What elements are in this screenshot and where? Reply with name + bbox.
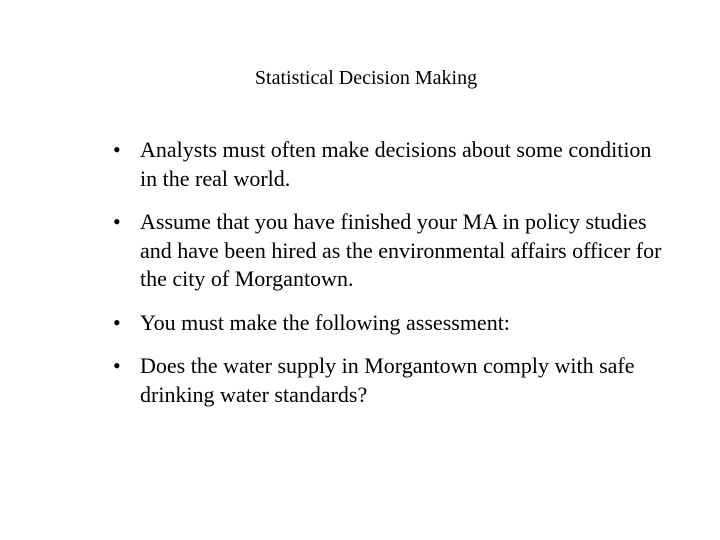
bullet-marker: • bbox=[113, 309, 121, 335]
slide-title: Statistical Decision Making bbox=[254, 67, 478, 89]
bullet-marker: • bbox=[113, 353, 121, 378]
bullet-list bbox=[113, 136, 673, 424]
bullet-item bbox=[113, 352, 673, 409]
bullet-text: Assume that you have finished your MA in policy studies and have been hired as the environmental affairs officer for the city of Morgantown. bbox=[140, 209, 662, 291]
bullet-item bbox=[113, 208, 673, 294]
bullet-text: Does the water supply in Morgantown comply with safe drinking water standards? bbox=[140, 353, 635, 407]
bullet-text: You must make the following assessment: bbox=[140, 309, 510, 335]
bullet-text: Analysts must often make decisions about some condition in the real world. bbox=[140, 137, 652, 191]
bullet-item bbox=[113, 309, 673, 338]
bullet-item bbox=[113, 136, 673, 193]
bullet-marker: • bbox=[113, 209, 121, 234]
bullet-marker: • bbox=[113, 137, 121, 162]
